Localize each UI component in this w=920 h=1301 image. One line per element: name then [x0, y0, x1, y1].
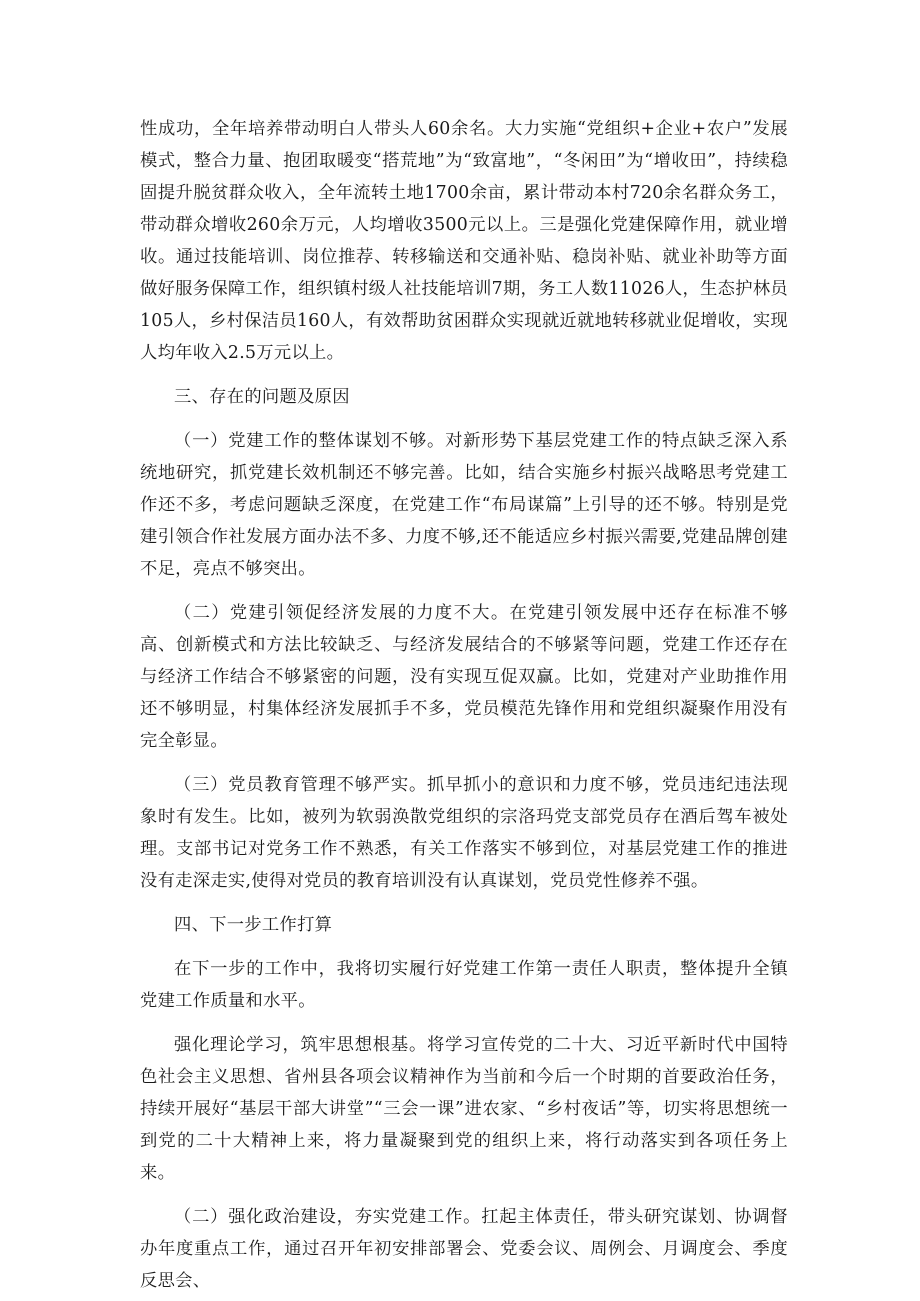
- paragraph-political-building: （二）强化政治建设，夯实党建工作。扛起主体责任，带头研究谋划、协调督办年度重点工作，通过召开年初安排部署会、党委会议、周例会、月调度会、季度反思会、: [140, 1207, 788, 1291]
- paragraph-theory-study: 强化理论学习，筑牢思想根基。将学习宣传党的二十大、习近平新时代中国特色社会主义思想、省州县各项会议精神作为当前和今后一个时期的首要政治任务，持续开展好“基层干部大讲堂”“三会一课”进农家、“乡村夜话”等，切实将思想统一到党的二十大精神上来，将力量凝聚到党的组织上来，将行动落实到各项任务上来。: [140, 1035, 788, 1183]
- section-heading-problems: 三、存在的问题及原因: [174, 387, 350, 407]
- paragraph-problem-3: （三）党员教育管理不够严实。抓早抓小的意识和力度不够，党员违纪违法现象时有发生。比如，被列为软弱涣散党组织的宗洛玛党支部党员存在酒后驾车被处理。支部书记对党务工作不熟悉，有关工作落实不够到位，对基层党建工作的推进没有走深走实,使得对党员的教育培训没有认真谋划，党员党性修养不强。: [140, 775, 788, 891]
- paragraph-continuation: 性成功，全年培养带动明白人带头人60余名。大力实施“党组织+企业+农户”发展模式，整合力量、抱团取暖变“搭荒地”为“致富地”，“冬闲田”为“增收田”，持续稳固提升脱贫群众收入，全年流转土地1700余亩，累计带动本村720余名群众务工，带动群众增收260余万元，人均增收3500元以上。三是强化党建保障作用，就业增收。通过技能培训、岗位推荐、转移输送和交通补贴、稳岗补贴、就业补助等方面做好服务保障工作，组织镇村级人社技能培训7期，务工人数11026人，生态护林员105人，乡村保洁员160人，有效帮助贫困群众实现就近就地转移就业促增收，实现人均年收入2.5万元以上。: [140, 119, 788, 363]
- paragraph-problem-2: （二）党建引领促经济发展的力度不大。在党建引领发展中还存在标准不够高、创新模式和方法比较缺乏、与经济发展结合的不够紧等问题，党建工作还存在与经济工作结合不够紧密的问题，没有实现互促双赢。比如，党建对产业助推作用还不够明显，村集体经济发展抓手不多，党员模范先锋作用和党组织凝聚作用没有完全彰显。: [140, 603, 788, 751]
- section-heading-next-steps: 四、下一步工作打算: [174, 915, 333, 935]
- paragraph-next-steps-intro: 在下一步的工作中，我将切实履行好党建工作第一责任人职责，整体提升全镇党建工作质量和水平。: [140, 959, 788, 1011]
- document-page: [140, 113, 788, 1297]
- paragraph-problem-1: （一）党建工作的整体谋划不够。对新形势下基层党建工作的特点缺乏深入系统地研究，抓党建长效机制还不够完善。比如，结合实施乡村振兴战略思考党建工作还不多，考虑问题缺乏深度，在党建工作“布局谋篇”上引导的还不够。特别是党建引领合作社发展方面办法不多、力度不够,还不能适应乡村振兴需要,党建品牌创建不足，亮点不够突出。: [140, 431, 788, 579]
